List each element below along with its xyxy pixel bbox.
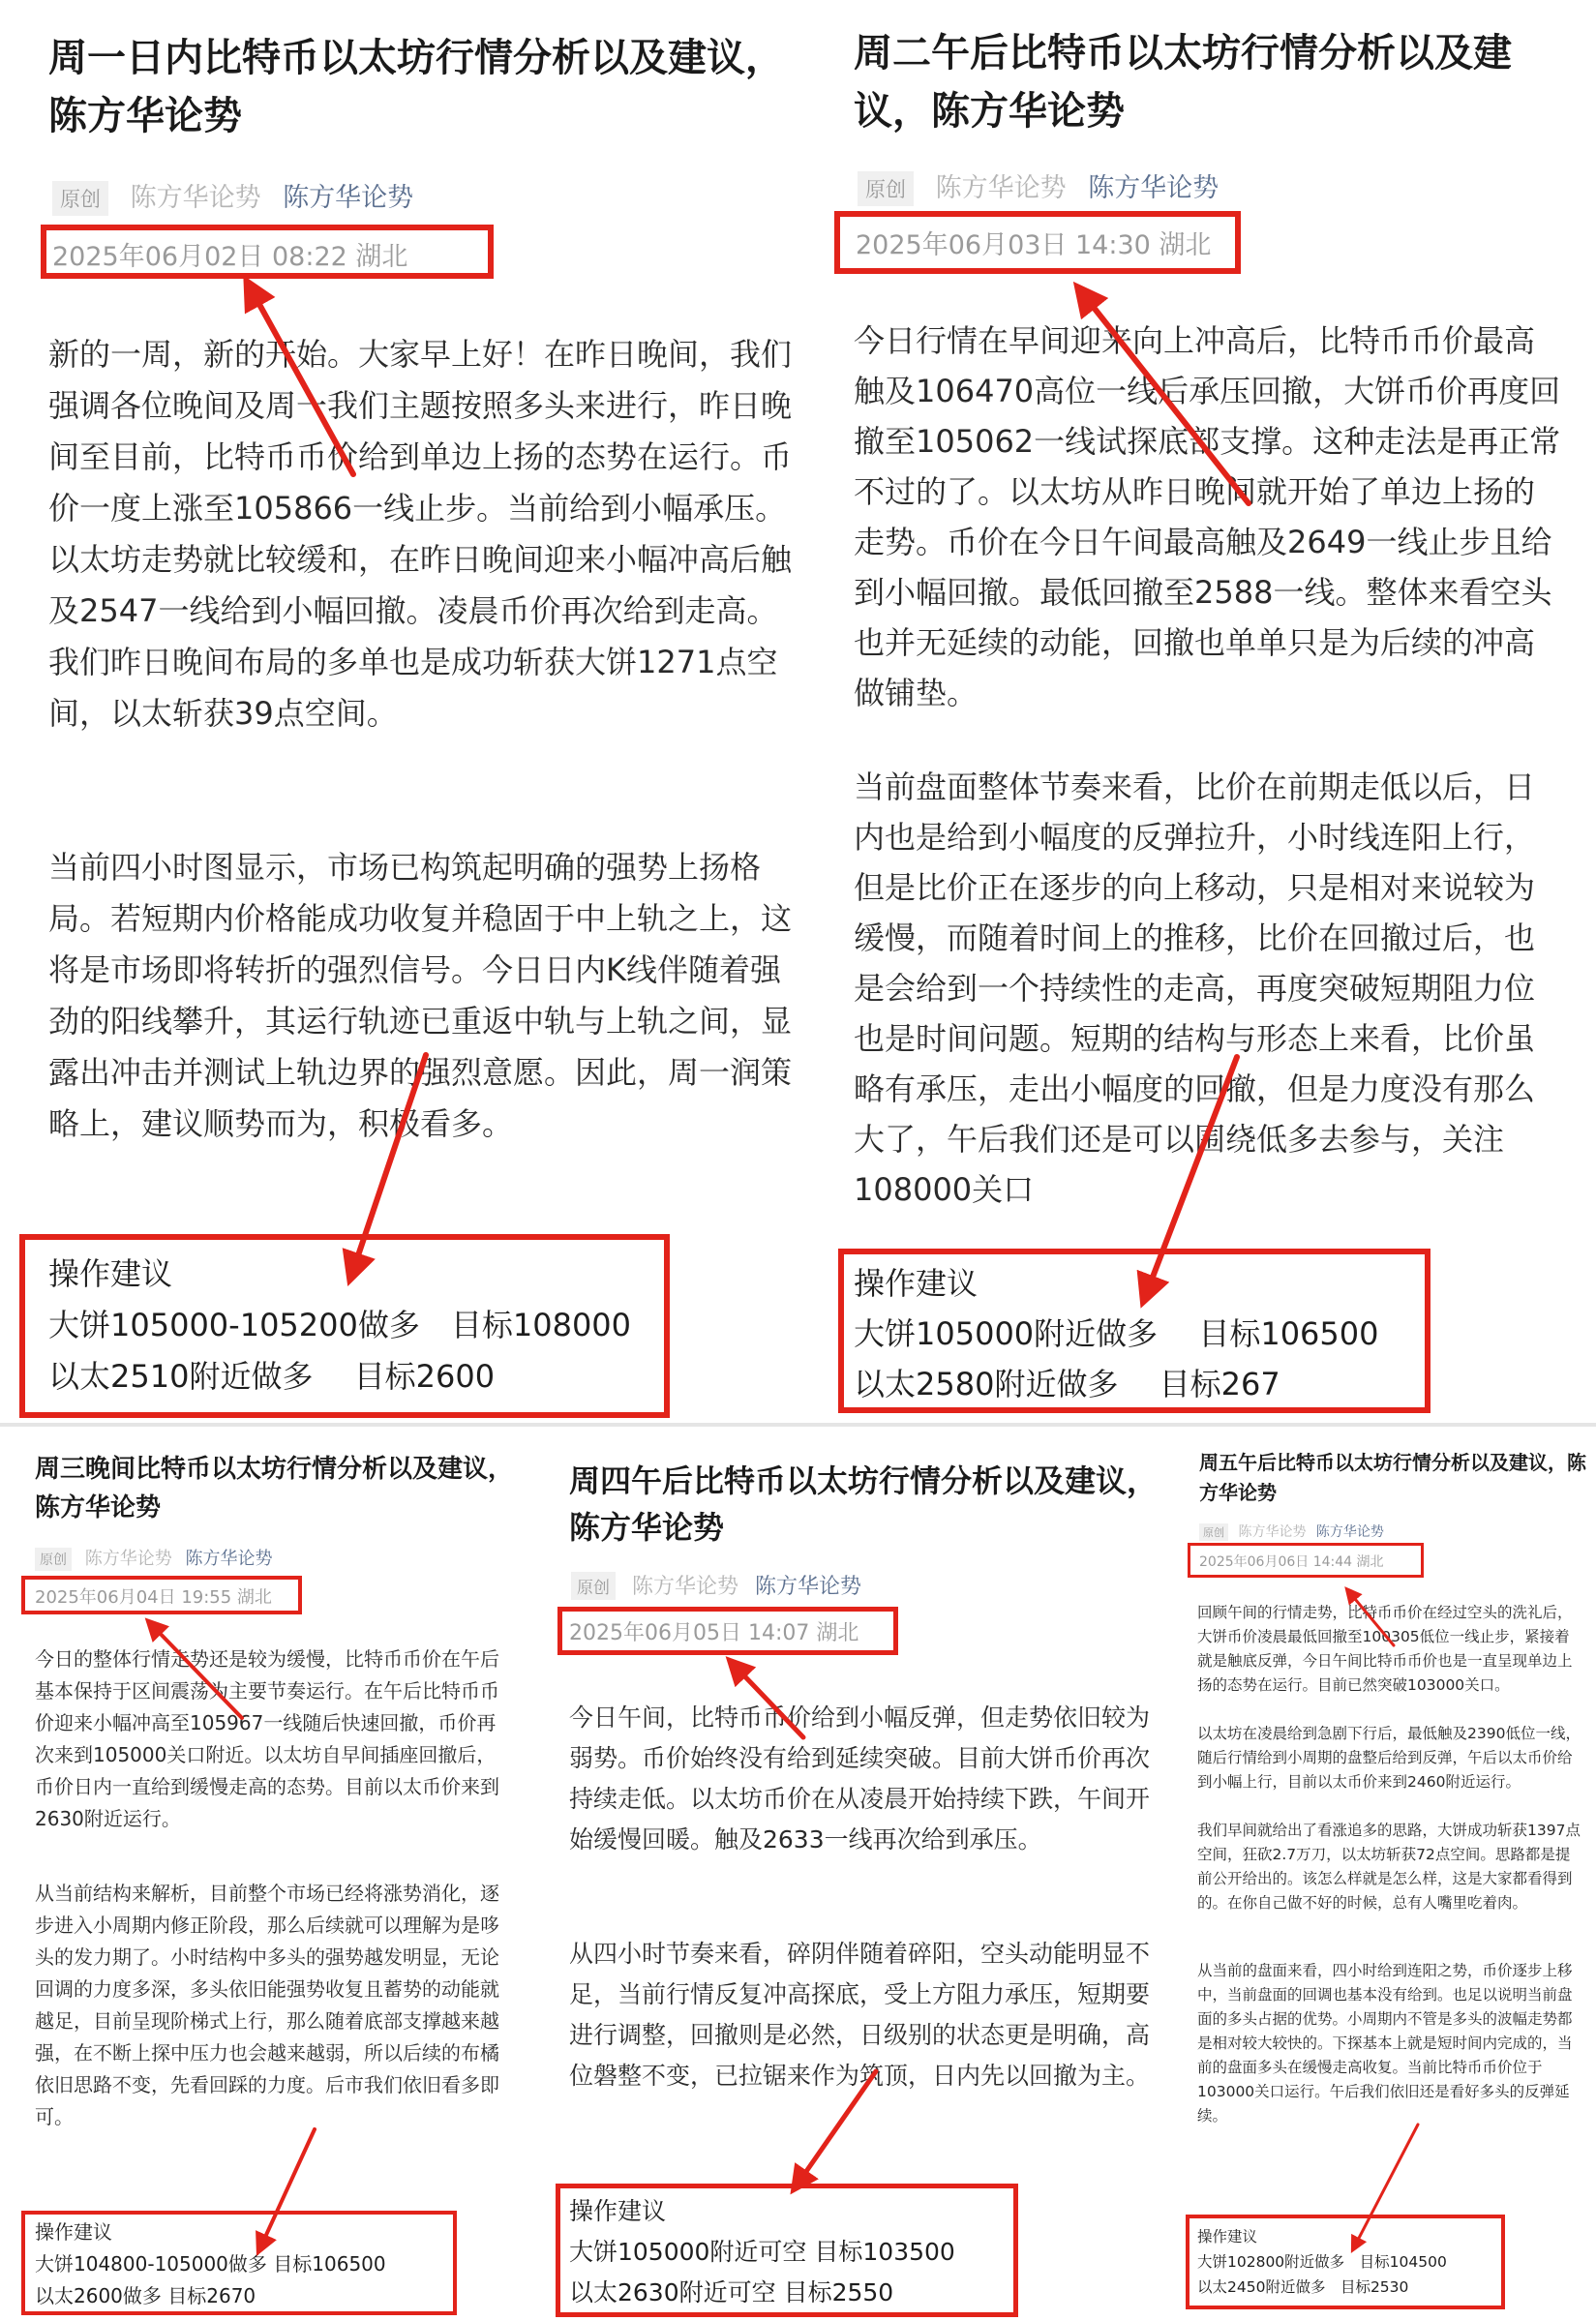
arrow-down-to-advice xyxy=(798,2071,876,2183)
advice-line-btc: 大饼105000-105200做多 目标108000 xyxy=(48,1307,632,1343)
article-title: 周四午后比特币以太坊行情分析以及建议，陈方华论势 xyxy=(569,1462,1159,1546)
arrow-up-to-date xyxy=(736,1667,803,1737)
author-link[interactable]: 陈方华论势 xyxy=(185,1549,273,1569)
article-paragraph: 今日午间，比特币币价给到小幅反弹，但走势依旧较为弱势。币价始终没有给到延续突破。目前大饼币价再次持续走低。以太坊币价在从凌晨开始持续下跌，午间开始缓慢回暖。触及2633一线再次给到承压。 xyxy=(569,1703,1151,1854)
advice-heading: 操作建议 xyxy=(854,1265,979,1302)
advice-line-eth: 以太2580附近做多 目标267 xyxy=(854,1366,1280,1402)
publish-date: 2025年06月04日 19:55 湖北 xyxy=(35,1587,272,1608)
author-link[interactable]: 陈方华论势 xyxy=(1315,1524,1384,1540)
article-title: 周二午后比特币以太坊行情分析以及建议，陈方华论势 xyxy=(854,31,1512,134)
article-paragraph: 从当前的盘面来看，四小时给到连阳之势，币价逐步上移中，当前盘面的回调也基本没有给到。也足以说明当前盘面的多头占据的优势。小周期内不管是多头的波幅走势都是相对较大较快的。下探基本上就是短时间内完成的，当前的盘面多头在缓慢走高收复。当前比特币币价位于103000关口运行。午后我们依旧还是看好多头的反弹延续。 xyxy=(1197,1962,1573,2125)
publish-date: 2025年06月06日 14:44 湖北 xyxy=(1199,1554,1384,1570)
publish-date: 2025年06月02日 08:22 湖北 xyxy=(52,242,408,272)
article-title: 周三晚间比特币以太坊行情分析以及建议，陈方华论势 xyxy=(35,1455,514,1522)
arrow-up-to-date xyxy=(1084,295,1249,503)
arrow-up-to-date xyxy=(153,1626,242,1718)
advice-line-btc: 大饼102800附近做多 目标104500 xyxy=(1197,2253,1447,2271)
advice-heading: 操作建议 xyxy=(569,2197,667,2225)
arrow-down-to-advice xyxy=(1147,1057,1237,1292)
article-paragraph: 从四小时节奏来看，碎阴伴随着碎阳，空头动能明显不足，当前行情反复冲高探底，受上方阻力承压，短期要进行调整，回撤则是必然，日级别的状态更是明确，高位磐整不变，已拉锯来作为筑顶，日内先以回撤为主。 xyxy=(569,1940,1151,2090)
advice-heading: 操作建议 xyxy=(48,1255,173,1292)
original-badge: 原创 xyxy=(52,181,108,216)
article-paragraph: 当前盘面整体节奏来看，比价在前期走低以后，日内也是给到小幅度的反弹拉升，小时线连阳上行，但是比价正在逐步的向上移动，只是相对来说较为缓慢，而随着时间上的推移，比价在回撤过后，也是会给到一个持续性的走高，再度突破短期阻力位也是时间问题。短期的结构与形态上来看，比价虽略有承压，走出小幅度的回撤，但是力度没有那么大了，午后我们还是可以围绕低多去参与，关注108000关口 xyxy=(854,769,1536,1208)
article-paragraph: 以太坊在凌晨给到急剧下行后，最低触及2390低位一线，随后行情给到小周期的盘整后给到反弹，午后以太币价给到小幅上行，目前以太币价来到2460附近运行。 xyxy=(1197,1725,1581,1791)
advice-line-btc: 大饼105000附近可空 目标103500 xyxy=(569,2238,955,2266)
arrow-down-to-advice xyxy=(353,1055,426,1270)
arrow-down-to-advice xyxy=(1355,2125,1418,2246)
author-name: 陈方华论势 xyxy=(130,183,261,213)
arrow-up-to-date xyxy=(252,290,353,474)
publish-date: 2025年06月05日 14:07 湖北 xyxy=(569,1621,859,1645)
arrow-up-to-date xyxy=(1350,1593,1394,1645)
article-paragraph: 当前四小时图显示，市场已构筑起明确的强势上扬格局。若短期内价格能成功收复并稳固于中上轨之上，这将是市场即将转折的强烈信号。今日日内K线伴随着强劲的阳线攀升，其运行轨迹已重返中轨与上轨之间，显露出冲击并测试上轨边界的强烈意愿。因此，周一润策略上，建议顺势而为，积极看多。 xyxy=(48,849,793,1142)
author-name: 陈方华论势 xyxy=(935,173,1067,203)
advice-line-eth: 以太2630附近可空 目标2550 xyxy=(569,2278,894,2306)
author-link[interactable]: 陈方华论势 xyxy=(1088,173,1220,203)
author-link[interactable]: 陈方华论势 xyxy=(755,1575,862,1599)
original-badge: 原创 xyxy=(571,1572,616,1600)
original-badge: 原创 xyxy=(35,1548,72,1571)
advice-line-btc: 大饼104800-105000做多 目标106500 xyxy=(35,2252,386,2276)
author-name: 陈方华论势 xyxy=(632,1575,739,1599)
article-paragraph: 回顾午间的行情走势，比特币币价在经过空头的洗礼后，大饼币价凌晨最低回撤至100305低位一线止步，紧接着就是触底反弹，今日午间比特币币价也是一直呈现单边上扬的态势在运行。目前已然突破103000关口。 xyxy=(1197,1604,1573,1694)
advice-heading: 操作建议 xyxy=(1197,2228,1258,2246)
article-paragraph: 我们早间就给出了看涨追多的思路，大饼成功斩获1397点空间，狂砍2.7万刀，以太坊斩获72点空间。思路都是提前公开给出的。该怎么样就是怎么样，这是大家都看得到的。在你自己做不好的时候，总有人嘴里吃着肉。 xyxy=(1197,1822,1581,1912)
arrow-down-to-advice xyxy=(261,2129,315,2246)
original-badge: 原创 xyxy=(1199,1523,1228,1541)
author-name: 陈方华论势 xyxy=(1238,1524,1307,1540)
article-paragraph: 新的一周，新的开始。大家早上好！在昨日晚间，我们强调各位晚间及周一我们主题按照多头来进行，昨日晚间至目前，比特币币价给到单边上扬的态势在运行。币价一度上涨至105866一线止步。当前给到小幅承压。以太坊走势就比较缓和，在昨日晚间迎来小幅冲高后触及2547一线给到小幅回撤。凌晨币价再次给到走高。我们昨日晚间布局的多单也是成功斩获大饼1271点空间，以太斩获39点空间。 xyxy=(48,336,793,732)
article-paragraph: 今日行情在早间迎来向上冲高后，比特币币价最高触及106470高位一线后承压回撤，大饼币价再度回撤至105062一线试探底部支撑。这种走法是再正常不过的了。以太坊从昨日晚间就开始了单边上扬的走势。币价在今日午间最高触及2649一线止步且给到小幅回撤。最低回撤至2588一线。整体来看空头也并无延续的动能，回撤也单单只是为后续的冲高做铺垫。 xyxy=(854,322,1561,711)
author-link[interactable]: 陈方华论势 xyxy=(283,183,414,213)
article-paragraph: 从当前结构来解析，目前整个市场已经将涨势消化，逐步进入小周期内修正阶段，那么后续就可以理解为是哆头的发力期了。小时结构中多头的强势越发明显，无论回调的力度多深，多头依旧能强势收复且蓄势的动能就越足，目前呈现阶梯式上行，那么随着底部支撑越来越强，在不断上探中压力也会越来越弱，所以后续的布橘依旧思路不变，先看回踩的力度。后市我们依旧看多即可。 xyxy=(35,1882,499,2128)
advice-line-btc: 大饼105000附近做多 目标106500 xyxy=(854,1315,1379,1352)
original-badge: 原创 xyxy=(858,171,914,206)
advice-line-eth: 以太2600做多 目标2670 xyxy=(35,2284,256,2307)
advice-line-eth: 以太2510附近做多 目标2600 xyxy=(48,1358,496,1395)
advice-line-eth: 以太2450附近做多 目标2530 xyxy=(1197,2278,1409,2296)
publish-date: 2025年06月03日 14:30 湖北 xyxy=(856,230,1212,260)
author-name: 陈方华论势 xyxy=(84,1549,172,1569)
article-paragraph: 今日的整体行情走势还是较为缓慢，比特币币价在午后基本保持于区间震荡为主要节奏运行。在午后比特币币价迎来小幅冲高至105967一线随后快速回撤，币价再次来到105000关口附近。以太坊自早间插座回撤后，币价日内一直给到缓慢走高的态势。目前以太币价来到2630附近运行。 xyxy=(35,1647,499,1830)
article-title: 周一日内比特币以太坊行情分析以及建议，陈方华论势 xyxy=(48,36,784,138)
article-title: 周五午后比特币以太坊行情分析以及建议，陈方华论势 xyxy=(1199,1451,1586,1504)
advice-heading: 操作建议 xyxy=(35,2220,112,2244)
